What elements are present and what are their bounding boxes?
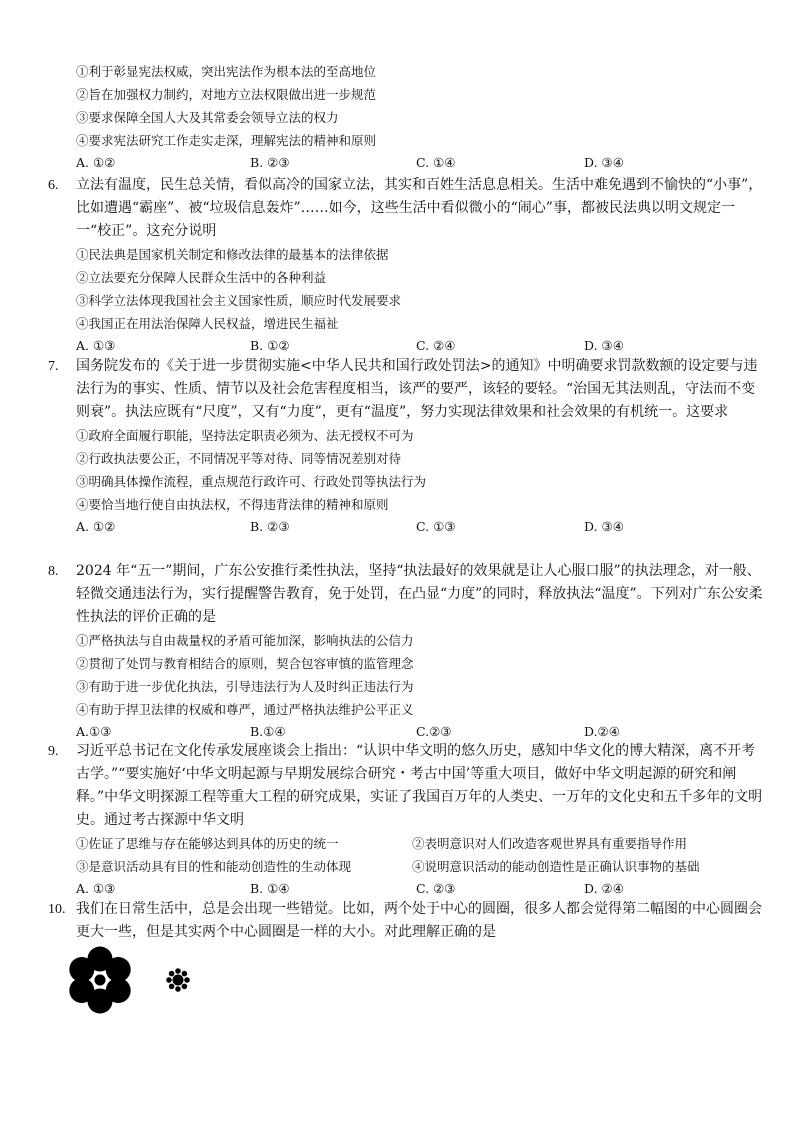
option-1: ①民法典是国家机关制定和修改法律的最基本的法律依据 — [76, 247, 389, 262]
question-stem — [48, 355, 766, 424]
choice-b: B.①④ — [250, 724, 286, 739]
question-6 — [48, 174, 766, 357]
question-text: 我们在日常生活中，总是会出现一些错觉。比如，两个处于中心的圆圈，很多人都会觉得第二幅图的中心圆圈会更大一些，但是其实两个中心圆圈是一样的大小。对此理解正确的是 — [76, 901, 762, 940]
question-9 — [48, 740, 766, 900]
option-4: ④要恰当地行使自由执法权，不得违背法律的精神和原则 — [76, 497, 389, 512]
choice-a: A. ①② — [76, 155, 116, 170]
option-2: ②旨在加强权力制约，对地方立法权限做出进一步规范 — [76, 87, 377, 102]
choice-d: D. ③④ — [584, 519, 624, 534]
answer-choices — [76, 516, 766, 538]
choice-d: D. ②④ — [584, 881, 624, 896]
option-2: ②贯彻了处罚与教育相结合的原则，契合包容审慎的监管理念 — [76, 656, 414, 671]
question-10 — [48, 898, 766, 944]
question-text: 国务院发布的《关于进一步贯彻实施<中华人民共和国行政处罚法>的通知》中明确要求罚款数额的设定要与违法行为的事实、性质、情节以及社会危害程度相当，该严的要严，该轻的要轻。“治国无其法则乱，守法而不变则衰”。执法应既有“尺度”，又有“力度”，更有“温度”，努力实现法律效果和社会效果的有机统一。这要求 — [76, 358, 758, 420]
choice-a: A. ①② — [76, 519, 116, 534]
question-7 — [48, 355, 766, 538]
choice-b: B. ②③ — [250, 155, 290, 170]
option-4: ④我国正在用法治保障人民权益，增进民生福祉 — [76, 316, 339, 331]
choice-c: C. ①④ — [416, 155, 456, 170]
figure-small-surround — [166, 968, 190, 992]
option-2: ②立法要充分保障人民群众生活中的各种利益 — [76, 270, 327, 285]
option-4: ④说明意识活动的能动创造性是正确认识事物的基础 — [412, 859, 700, 874]
choice-b: B. ①④ — [250, 881, 290, 896]
choice-b: B. ②③ — [250, 519, 290, 534]
center-circle-2 — [173, 975, 184, 986]
option-1: ①严格执法与自由裁量权的矛盾可能加深，影响执法的公信力 — [76, 633, 414, 648]
option-2: ②行政执法要公正，不同情况平等对待、同等情况差别对待 — [76, 451, 402, 466]
question-number: 7. — [48, 359, 59, 374]
choice-b: B. ①② — [250, 338, 290, 353]
figure-large-surround — [69, 947, 130, 1014]
choice-d: D. ③④ — [584, 338, 624, 353]
question-text: 2024 年“五一”期间，广东公安推行柔性执法，坚持“执法最好的效果就是让人心服口服”的执法理念，对一般、轻微交通违法行为，实行提醒警告教育，免于处罚，在凸显“力度”的同时，释放执法“温度”。下列对广东公安柔性执法的评价正确的是 — [76, 563, 763, 625]
question-stem — [48, 740, 766, 832]
option-4: ④有助于捍卫法律的权威和尊严，通过严格执法维护公平正义 — [76, 702, 414, 717]
option-3: ③明确具体操作流程，重点规范行政许可、行政处罚等执法行为 — [76, 474, 427, 489]
choice-c: C. ①③ — [416, 519, 456, 534]
question-number: 10. — [48, 902, 66, 917]
choice-d: D.②④ — [584, 724, 620, 739]
option-row-2 — [76, 855, 766, 878]
option-1: ①政府全面履行职能，坚持法定职责必须为、法无授权不可为 — [76, 428, 414, 443]
question-stem — [48, 560, 766, 629]
choice-d: D. ③④ — [584, 155, 624, 170]
question-number: 9. — [48, 744, 59, 759]
question-stem — [48, 898, 766, 944]
option-3: ③有助于进一步优化执法，引导违法行为人及时纠正违法行为 — [76, 679, 414, 694]
option-3: ③是意识活动具有目的性和能动创造性的生动体现 — [76, 859, 352, 874]
answer-choices — [76, 878, 766, 900]
question-number: 8. — [48, 564, 59, 579]
choice-c: C. ②③ — [416, 881, 456, 896]
answer-choices — [76, 152, 766, 174]
option-row-1 — [76, 832, 766, 855]
question-text: 立法有温度，民生总关情，看似高冷的国家立法，其实和百姓生活息息相关。生活中难免遇到不愉快的“小事”，比如遭遇“霸座”、被“垃圾信息轰炸”……如今，这些生活中看似微小的“闹心”事，都被民法典以明文规定一一“校正”。这充分说明 — [76, 177, 763, 239]
choice-a: A.①③ — [76, 724, 112, 739]
option-3: ③要求保障全国人大及其常委会领导立法的权力 — [76, 110, 339, 125]
choice-c: C.②③ — [416, 724, 452, 739]
ebbinghaus-illusion-figure — [48, 944, 208, 1016]
option-4: ④要求宪法研究工作走实走深，理解宪法的精神和原则 — [76, 133, 377, 148]
question-number: 6. — [48, 178, 59, 193]
answer-choices — [76, 335, 766, 357]
question-8 — [48, 560, 766, 743]
question-stem — [48, 174, 766, 243]
choice-a: A. ①③ — [76, 881, 116, 896]
option-2: ②表明意识对人们改造客观世界具有重要指导作用 — [412, 836, 688, 851]
question-text: 习近平总书记在文化传承发展座谈会上指出：“认识中华文明的悠久历史，感知中华文化的博大精深，离不开考古学。”“要实施好‘中华文明起源与早期发展综合研究・考古中国’等重大项目，做好中华文明起源的研究和阐释。”中华文明探源工程等重大工程的研究成果，实证了我国百万年的人类史、一万年的文化史和五千多年的文明史。通过考古探源中华文明 — [76, 743, 763, 828]
option-1: ①利于彰显宪法权威，突出宪法作为根本法的至高地位 — [76, 64, 377, 79]
choice-c: C. ②④ — [416, 338, 456, 353]
choice-a: A. ①③ — [76, 338, 116, 353]
question-5-tail — [76, 60, 766, 174]
option-1: ①佐证了思维与存在能够达到具体的历史的统一 — [76, 836, 339, 851]
option-3: ③科学立法体现我国社会主义国家性质，顺应时代发展要求 — [76, 293, 402, 308]
